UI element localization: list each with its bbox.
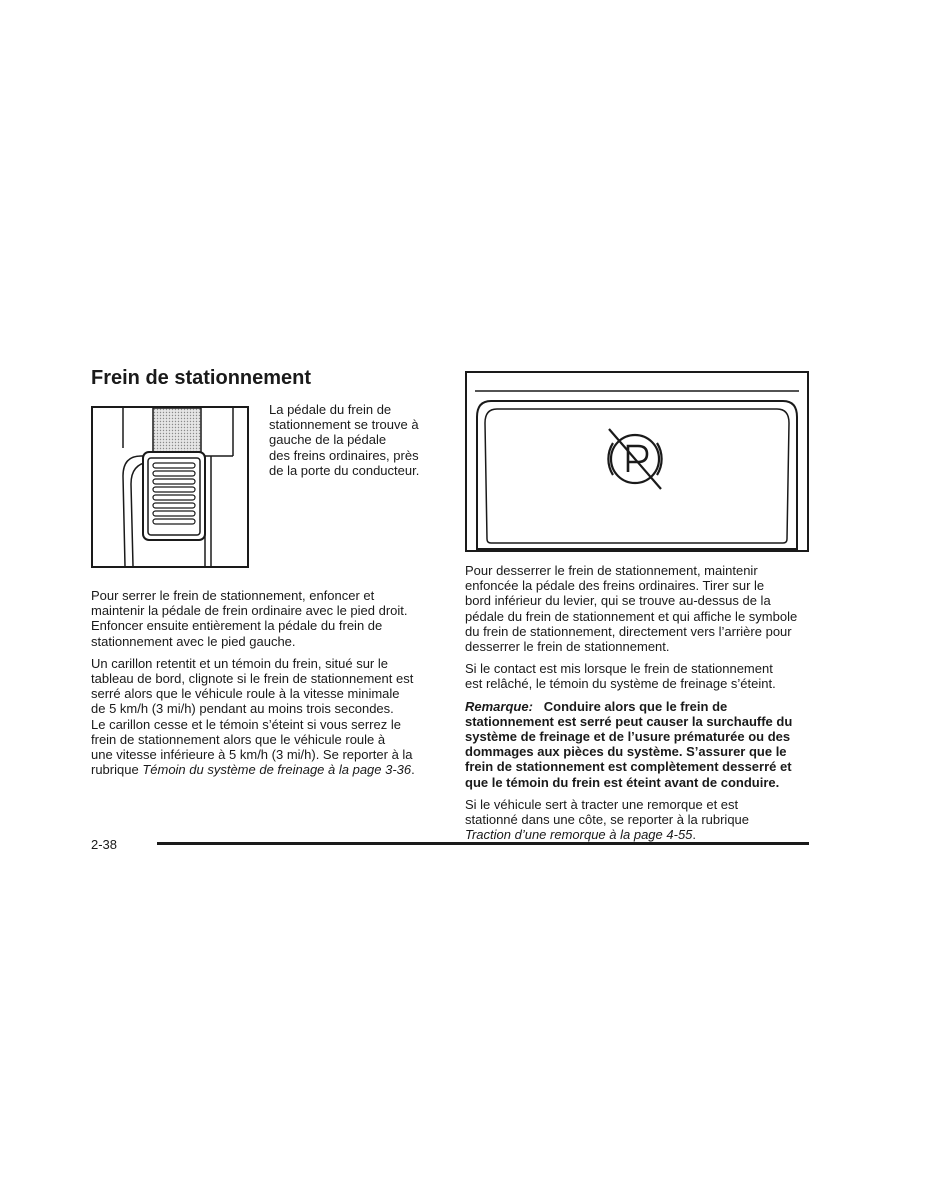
cross-reference-link-trailer[interactable]: Traction d’une remorque à la page 4-55 [465, 827, 693, 843]
paragraph-release-brake: Pour desserrer le frein de stationnement, maintenir enfoncée la pédale des freins ordinaires. Tirer sur le bord inférieur du levier, qui se trouve au-dessus de la pédale du frein de stationnement et qui affiche le symbole du frein de stationnement, directement vers l’arrière pour desserrer le frein de stationnement. [465, 563, 798, 655]
paragraph-apply-brake: Pour serrer le frein de stationnement, enfoncer et maintenir la pédale de frein ordinaire avec le pied droit. Enfoncer ensuite entièrement la pédale du frein de stationnement avec le pied gauche. [91, 588, 408, 649]
paragraph-ignition-light: Si le contact est mis lorsque le frein de stationnement est relâché, le témoin du système de freinage s’éteint. [465, 661, 776, 692]
right-column [465, 563, 815, 849]
footer-rule [157, 842, 809, 845]
left-column [91, 588, 441, 784]
cross-reference-link-brake-warning[interactable]: Témoin du système de freinage à la page 3-36 [142, 762, 412, 778]
parking-brake-pedal-illustration [91, 406, 249, 568]
parking-brake-warning-icon [608, 429, 661, 489]
page-number: 2-38 [91, 837, 118, 852]
section-title: Frein de stationnement [91, 367, 312, 389]
pedal-caption: La pédale du frein de stationnement se trouve à gauche de la pédale des freins ordinaires, près de la porte du conducteur. [269, 402, 420, 478]
parking-brake-symbol-illustration [465, 371, 809, 552]
paragraph-trailer: Si le véhicule sert à tracter une remorque et est stationné dans une côte, se reporter à la rubrique Traction d’une remorque à la page 4-55. [465, 796, 750, 843]
paragraph-chime-warning: Un carillon retentit et un témoin du frein, situé sur le tableau de bord, clignote si le frein de stationnement est serré alors que le véhicule roule à la vitesse minimale de 5 km/h (3 mi/h) pendant au moins trois secondes. Le carillon cesse et le témoin s’éteint si vous serrez le frein de stationnement alors que le véhicule roule à une vitesse inférieure à 5 km/h (3 mi/h). Se reporter à la rubrique Témoin du système de freinage à la page 3-36. [91, 655, 415, 778]
notice-block: Remarque: Conduire alors que le frein de stationnement est serré peut causer la surchauffe du système de freinage et de l’usure prématurée ou des dommages aux pièces du système. S’assurer que le frein de stationnement est complètement desserré et que le témoin du frein est éteint avant de conduire. [465, 698, 793, 790]
notice-label: Remarque: [465, 698, 533, 714]
